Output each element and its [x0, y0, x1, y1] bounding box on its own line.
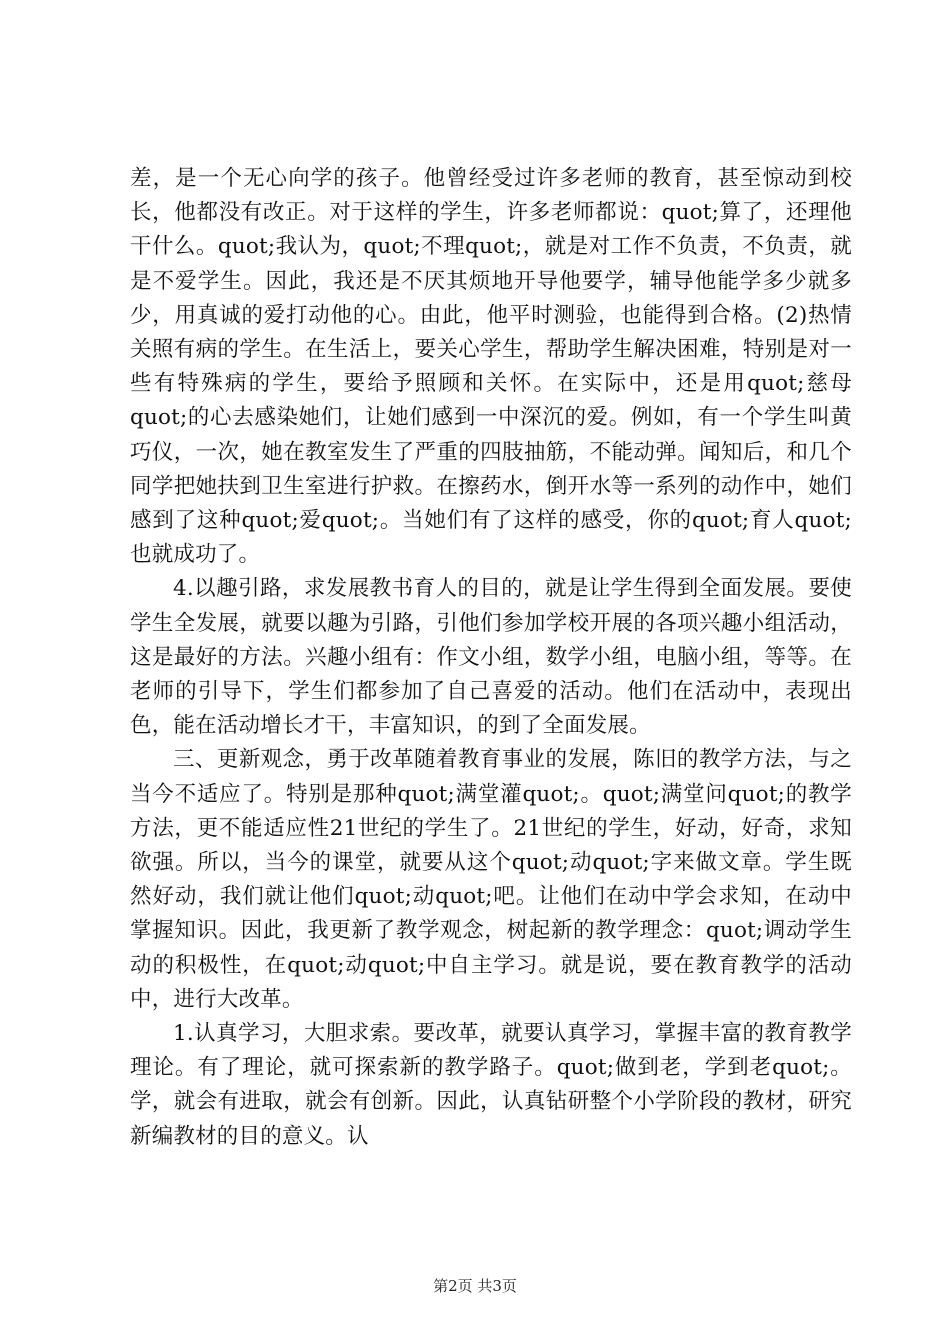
- page-number-footer: 第2页 共3页: [433, 1277, 517, 1295]
- paragraph-interest-groups: 4.以趣引路，求发展教书育人的目的，就是让学生得到全面发展。要使学生全发展，就要以趣为引路，引他们参加学校开展的各项兴趣小组活动，这是最好的方法。兴趣小组有：作文小组，数学小组，电脑小组，等等。在老师的引导下，学生们都参加了自己喜爱的活动。他们在活动中，表现出色，能在活动增长才干，丰富知识，的到了全面发展。: [130, 576, 852, 739]
- paragraph-continued: 差，是一个无心向学的孩子。他曾经受过许多老师的教育，甚至惊动到校长，他都没有改正。对于这样的学生，许多老师都说：quot;算了，还理他干什么。quot;我认为，quot;不理quot;，就是对工作不负责，不负责，就是不爱学生。因此，我还是不厌其烦地开导他要学，辅导他能学多少就多少，用真诚的爱打动他的心。由此，他平时测验，也能得到合格。(2)热情关照有病的学生。在生活上，要关心学生，帮助学生解决困难，特别是对一些有特殊病的学生，要给予照顾和关怀。在实际中，还是用quot;慈母quot;的心去感染她们，让她们感到一中深沉的爱。例如，有一个学生叫黄巧仪，一次，她在教室发生了严重的四肢抽筋，不能动弹。闻知后，和几个同学把她扶到卫生室进行护救。在擦药水，倒开水等一系列的动作中，她们感到了这种quot;爱quot;。当她们有了这样的感受，你的quot;育人quot;也就成功了。: [130, 166, 852, 568]
- document-body: [130, 162, 852, 1154]
- paragraph-reform: 三、更新观念，勇于改革随着教育事业的发展，陈旧的教学方法，与之当今不适应了。特别是那种quot;满堂灌quot;。quot;满堂问quot;的教学方法，更不能适应性21世纪的学生了。21世纪的学生，好动，好奇，求知欲强。所以，当今的课堂，就要从这个quot;动quot;字来做文章。学生既然好动，我们就让他们quot;动quot;吧。让他们在动中学会求知，在动中掌握知识。因此，我更新了教学观念，树起新的教学理念：quot;调动学生动的积极性，在quot;动quot;中自主学习。就是说，要在教育教学的活动中，进行大改革。: [130, 747, 852, 1012]
- paragraph-study: 1.认真学习，大胆求索。要改革，就要认真学习，掌握丰富的教育教学理论。有了理论，就可探索新的教学路子。quot;做到老，学到老quot;。学，就会有进取，就会有创新。因此，认真钻研整个小学阶段的教材，研究新编教材的目的意义。认: [130, 1021, 852, 1149]
